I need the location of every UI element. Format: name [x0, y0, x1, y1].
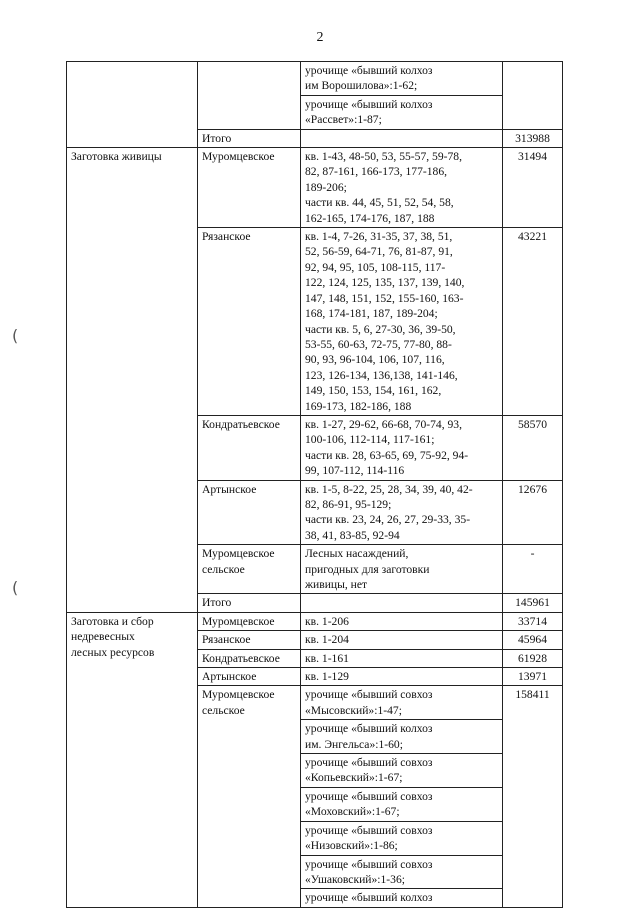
quarters-cell: кв. 1-206 — [301, 612, 503, 630]
forestry-cell: Муромцевское — [198, 612, 301, 630]
quarters-cell: кв. 1-43, 48-50, 53, 55-57, 59-78, 82, 87-161, 166-173, 177-186, 189-206; части кв. 44, 45, 51, 52, 54, 58, 162-165, 174-176, 187, 188 — [301, 148, 503, 228]
quarters-cell: кв. 1-161 — [301, 649, 503, 667]
quarters-cell: кв. 1-27, 29-62, 66-68, 70-74, 93, 100-106, 112-114, 117-161; части кв. 28, 63-65, 69, 75-92, 94- 99, 107-112, 114-116 — [301, 415, 503, 480]
table-row — [67, 62, 563, 96]
forestry-cell: Рязанское — [198, 228, 301, 416]
total-area-cell: 313988 — [503, 129, 563, 147]
quarters-cell: урочище «бывший совхоз «Моховский»:1-67; — [301, 787, 503, 821]
area-cell: 158411 — [503, 686, 563, 907]
area-cell: 33714 — [503, 612, 563, 630]
forestry-cell: Муромцевское — [198, 148, 301, 228]
area-cell: 58570 — [503, 415, 563, 480]
quarters-cell: урочище «бывший совхоз «Ушаковский»:1-36; — [301, 855, 503, 889]
forestry-cell: Кондратьевское — [198, 415, 301, 480]
quarters-cell: кв. 1-129 — [301, 668, 503, 686]
activity-cell: Заготовка живицы — [67, 148, 198, 613]
quarters-cell: кв. 1-204 — [301, 631, 503, 649]
quarters-cell: урочище «бывший совхоз «Низовский»:1-86; — [301, 821, 503, 855]
page-number: 2 — [316, 30, 324, 45]
forestry-cell: Муромцевское сельское — [198, 545, 301, 594]
quarters-cell: кв. 1-5, 8-22, 25, 28, 34, 39, 40, 42- 82, 86-91, 95-129; части кв. 23, 24, 26, 27, 29-33, 35- 38, 41, 83-85, 92-94 — [301, 480, 503, 545]
quarters-cell: урочище «бывший колхоз им Ворошилова»:1-62; — [301, 62, 503, 96]
table-row — [67, 612, 563, 630]
total-label-cell: Итого — [198, 129, 301, 147]
forestry-cell: Артынское — [198, 668, 301, 686]
area-cell: 31494 — [503, 148, 563, 228]
quarters-cell: Лесных насаждений, пригодных для заготовки живицы, нет — [301, 545, 503, 594]
area-cell — [503, 62, 563, 130]
area-cell: 13971 — [503, 668, 563, 686]
table-row — [67, 148, 563, 228]
forest-use-table — [66, 61, 563, 908]
area-cell: 43221 — [503, 228, 563, 416]
forestry-cell: Рязанское — [198, 631, 301, 649]
binding-hole-mark: ( — [12, 326, 19, 345]
quarters-cell: урочище «бывший совхоз «Мысовский»:1-47; — [301, 686, 503, 720]
forestry-cell — [198, 62, 301, 130]
area-cell: 12676 — [503, 480, 563, 545]
quarters-cell: урочище «бывший колхоз — [301, 889, 503, 907]
activity-cell: Заготовка и сбор недревесных лесных ресурсов — [67, 612, 198, 907]
forestry-cell: Муромцевское сельское — [198, 686, 301, 907]
quarters-cell: урочище «бывший колхоз «Рассвет»:1-87; — [301, 95, 503, 129]
area-cell: 61928 — [503, 649, 563, 667]
binding-hole-mark: ( — [12, 578, 19, 597]
quarters-cell — [301, 129, 503, 147]
forestry-cell: Кондратьевское — [198, 649, 301, 667]
total-label-cell: Итого — [198, 594, 301, 612]
quarters-cell: кв. 1-4, 7-26, 31-35, 37, 38, 51, 52, 56-59, 64-71, 76, 81-87, 91, 92, 94, 95, 105, 108-115, 117- 122, 124, 125, 135, 137, 139, 140, 147, 148, 151, 152, 155-160, 163- 168, 174-181, 187, 189-204; части кв. 5, 6, 27-30, 36, 39-50, 53-55, 60-63, 72-75, 77-80, 88- 90, 93, 96-104, 106, 107, 116, 123, 126-134, 136,138, 141-146, 149, 150, 153, 154, 161, 162, 169-173, 182-186, 188 — [301, 228, 503, 416]
quarters-cell — [301, 594, 503, 612]
area-cell: 45964 — [503, 631, 563, 649]
activity-cell — [67, 62, 198, 148]
quarters-cell: урочище «бывший совхоз «Копьевский»:1-67; — [301, 754, 503, 788]
quarters-cell: урочище «бывший колхоз им. Энгельса»:1-60; — [301, 720, 503, 754]
forestry-cell: Артынское — [198, 480, 301, 545]
area-cell: - — [503, 545, 563, 594]
total-area-cell: 145961 — [503, 594, 563, 612]
